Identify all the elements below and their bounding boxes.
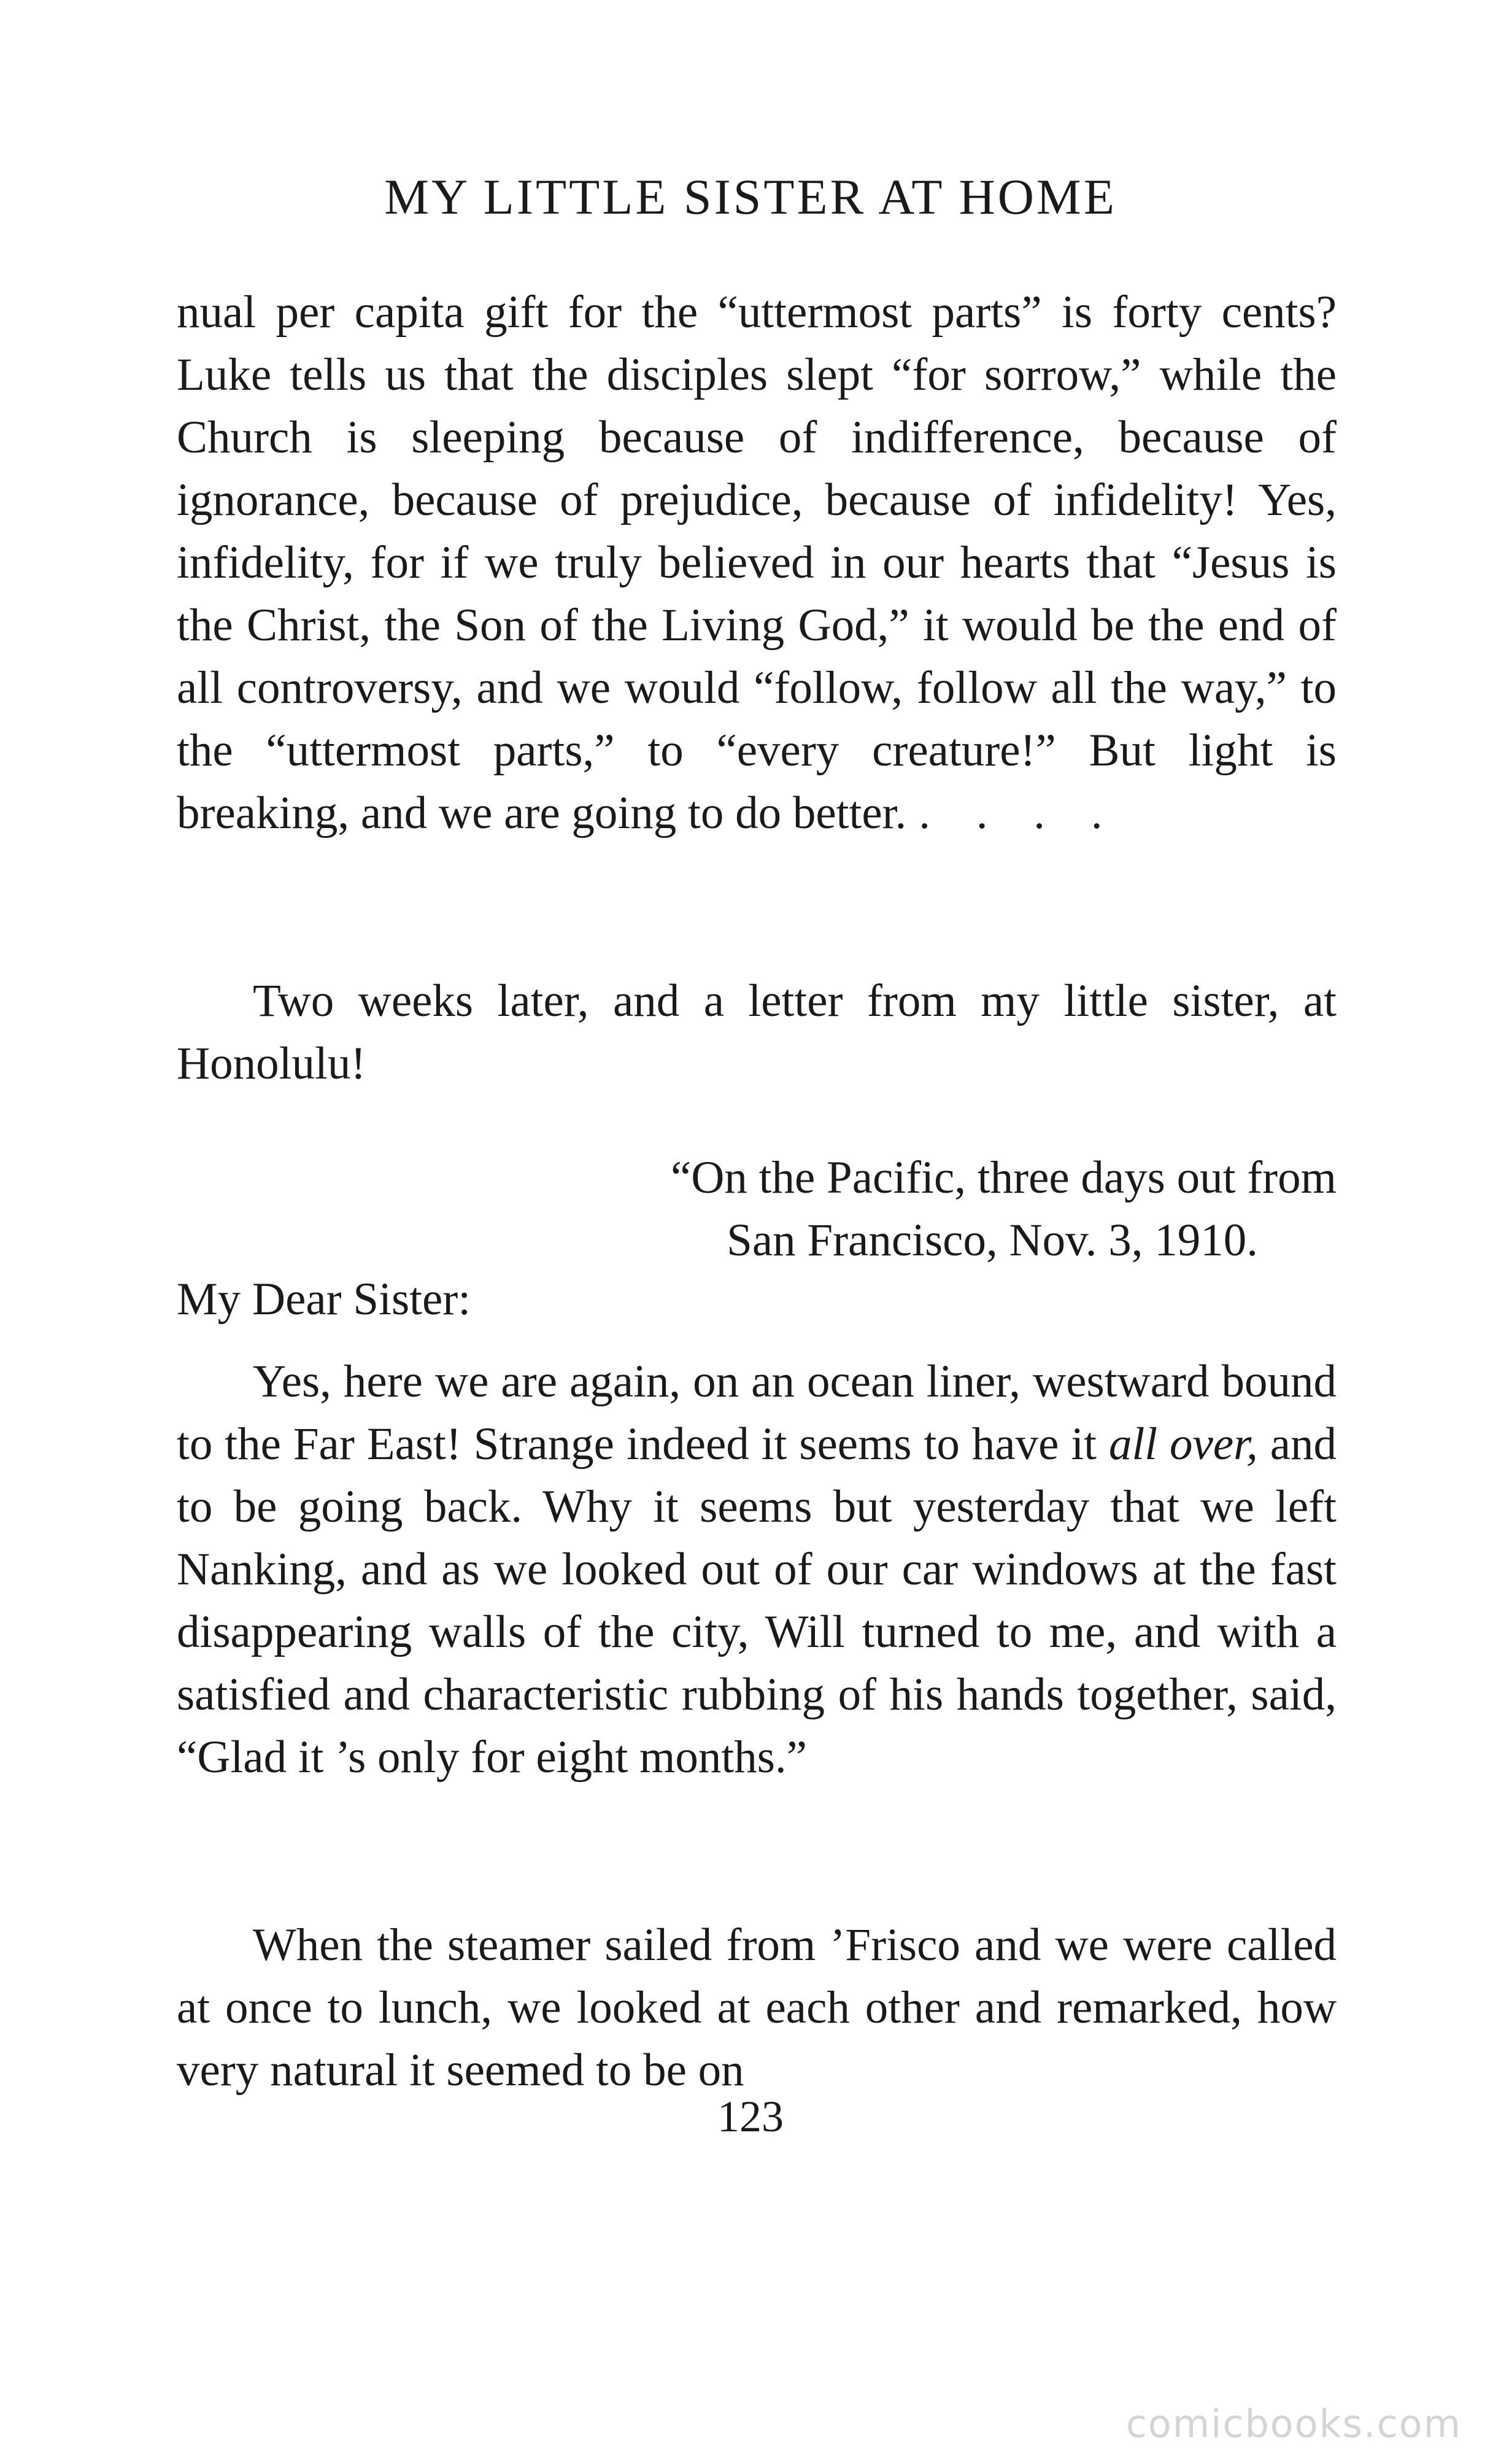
letter-paragraph-1-italic: all over, [1108,1419,1258,1470]
letter-paragraph-1-start: Yes, here we are again, on an ocean liner, westward bound to the Far East! Strange indeed it seems to have it [177,1356,1337,1470]
watermark: comicbooks.com [1125,2401,1462,2446]
body-paragraph-2 [177,970,1337,1095]
paragraph-1-text: nual per capita gift for the “uttermost parts” is forty cents? Luke tells us that the disciples slept “for sorrow,” while the Church is sleeping because of indifference, because of ignorance, because of prejudice, because of infidelity! Yes, infidelity, for if we truly believed in our hearts that “Jesus is the Christ, the Son of the Living God,” it would be the end of all controversy, and we would “follow, follow all the way,” to the “uttermost parts,” to “every creature!” But light is breaking, and we are going to do better. [177,287,1337,839]
paragraph-2-text: Two weeks later, and a letter from my little sister, at Honolulu! [177,975,1337,1089]
letter-paragraph-1 [177,1350,1337,1789]
ellipsis: . . . . [919,788,1120,839]
letter-salutation: My Dear Sister: [177,1274,471,1325]
letter-paragraph-1-end: and to be going back. Why it seems but yesterday that we left Nanking, and as we looked out of our car windows at the fast disappearing walls of the city, Will turned to me, and with a satisfied and characteristic rubbing of his hands together, said, “Glad it ’s only for eight months.” [177,1419,1337,1783]
letter-paragraph-2-text: When the steamer sailed from ’Frisco and we were called at once to lunch, we looked at each other and remarked, how very natural it seemed to be on [177,1920,1337,2096]
letter-dateline-line-2: San Francisco, Nov. 3, 1910. [727,1215,1258,1266]
page-number: 123 [717,2092,784,2141]
body-paragraph-1 [177,281,1337,845]
letter-dateline-line-1: “On the Pacific, three days out from [670,1152,1337,1203]
letter-paragraph-2 [177,1914,1337,2102]
paragraph-text [177,281,1337,845]
running-head: MY LITTLE SISTER AT HOME [384,169,1117,225]
letter-paragraph-1-text [177,1350,1337,1789]
